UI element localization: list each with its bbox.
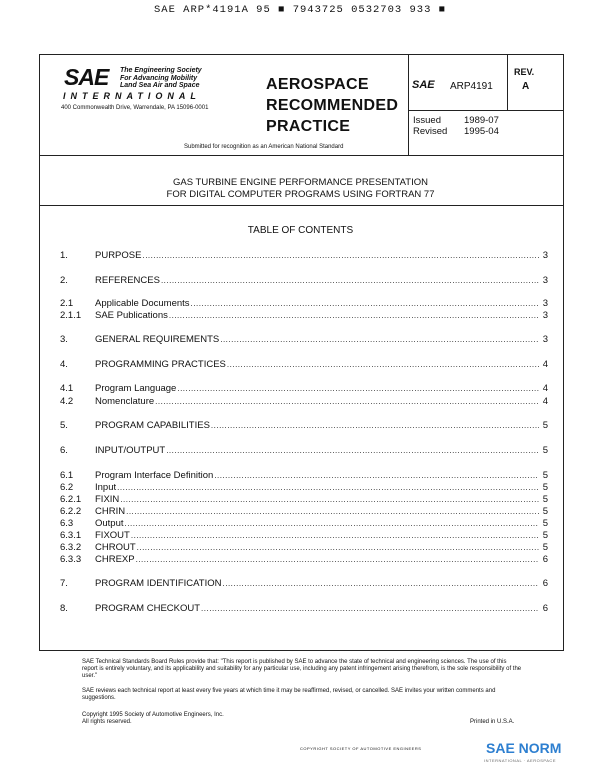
toc-leader [131, 530, 539, 542]
toc-entry [60, 542, 548, 554]
toc-entry [60, 445, 548, 457]
toc-text: PROGRAMMING PRACTICES [95, 359, 226, 370]
toc-entry [60, 396, 548, 408]
toc-text: SAE Publications [95, 310, 168, 321]
toc-entry [60, 470, 548, 482]
toc-leader [125, 518, 539, 530]
toc-leader [136, 554, 539, 566]
toc-leader [201, 603, 539, 615]
toc-page: 5 [542, 445, 548, 456]
toc-leader [126, 506, 539, 518]
toc-entry [60, 482, 548, 494]
rev-label: REV. [514, 67, 535, 77]
toc-leader [155, 396, 539, 408]
toc-leader [227, 359, 539, 371]
divider [507, 55, 508, 110]
document-code: SAE ARP*4191A 95 ■ 7943725 0532703 933 ■ [153, 4, 447, 16]
toc-leader [161, 275, 539, 287]
toc-text: REFERENCES [95, 275, 160, 286]
divider [408, 55, 409, 155]
toc-text: Program Language [95, 383, 177, 394]
toc-entry [60, 578, 548, 590]
toc-leader [120, 494, 539, 506]
toc-page: 3 [542, 310, 548, 321]
toc-text: FIXOUT [95, 530, 130, 541]
toc-leader [191, 298, 539, 310]
toc-leader [220, 334, 539, 346]
toc-page: 3 [542, 298, 548, 309]
toc-entry [60, 554, 548, 566]
doc-type-title: AEROSPACE RECOMMENDED PRACTICE [266, 76, 399, 135]
toc-text: INPUT/OUTPUT [95, 445, 166, 456]
toc-page: 3 [542, 334, 548, 345]
address: 400 Commonwealth Drive, Warrendale, PA 15096-0001 [61, 105, 209, 111]
toc-number: 6.2 [60, 482, 74, 493]
rev-value: A [522, 81, 530, 92]
footer-copyright: Copyright 1995 Society of Automotive Engineers, Inc. All rights reserved. [82, 712, 224, 725]
toc-text: Applicable Documents [95, 298, 190, 309]
toc-page: 4 [542, 396, 548, 407]
toc-entry [60, 298, 548, 310]
divider [40, 205, 563, 206]
toc-number: 6.3.3 [60, 554, 82, 565]
toc-number: 6.3 [60, 518, 74, 529]
toc-number: 5. [60, 420, 68, 431]
toc-page: 5 [542, 530, 548, 541]
toc-page: 5 [542, 482, 548, 493]
dates-values: 1989-07 1995-04 [464, 115, 499, 137]
toc-entry [60, 603, 548, 615]
sae-norm-watermark: SAE NORM [486, 740, 562, 756]
toc-text: CHROUT [95, 542, 136, 553]
toc-number: 8. [60, 603, 68, 614]
toc-text: GENERAL REQUIREMENTS [95, 334, 220, 345]
toc-page: 6 [542, 554, 548, 565]
toc-page: 6 [542, 603, 548, 614]
toc-number: 2.1 [60, 298, 74, 309]
watermark-sub: INTERNATIONAL · AEROSPACE [484, 758, 556, 763]
toc-number: 1. [60, 250, 68, 261]
toc-heading: TABLE OF CONTENTS [247, 225, 354, 236]
toc-number: 7. [60, 578, 68, 589]
toc-number: 3. [60, 334, 68, 345]
toc-text: PROGRAM IDENTIFICATION [95, 578, 222, 589]
toc-text: FIXIN [95, 494, 120, 505]
toc-number: 6.2.1 [60, 494, 82, 505]
toc-number: 2.1.1 [60, 310, 82, 321]
doc-number: ARP4191 [450, 81, 493, 92]
toc-text: PROGRAM CAPABILITIES [95, 420, 210, 431]
toc-text: Input [95, 482, 117, 493]
bottom-copyright: COPYRIGHT SOCIETY OF AUTOMOTIVE ENGINEERS [300, 746, 422, 751]
toc-number: 6.3.1 [60, 530, 82, 541]
toc-leader [223, 578, 540, 590]
toc-page: 6 [542, 578, 548, 589]
footer-review: SAE reviews each technical report at least every five years at which time it may be reaffirmed, revised, or cancelled. SAE invites your written comments and suggestions. [82, 688, 496, 701]
toc-leader [169, 310, 539, 322]
toc-leader [137, 542, 539, 554]
toc-entry [60, 250, 548, 262]
toc-leader [211, 420, 539, 432]
toc-text: CHREXP [95, 554, 135, 565]
toc-entry [60, 359, 548, 371]
toc-number: 4.1 [60, 383, 74, 394]
toc-number: 4.2 [60, 396, 74, 407]
toc-number: 6. [60, 445, 68, 456]
toc-number: 2. [60, 275, 68, 286]
toc-page: 5 [542, 470, 548, 481]
society-text: The Engineering Society For Advancing Mobility Land Sea Air and Space [120, 67, 202, 89]
toc-page: 5 [542, 518, 548, 529]
toc-entry [60, 275, 548, 287]
toc-entry [60, 530, 548, 542]
toc-text: PURPOSE [95, 250, 142, 261]
toc-text: Output [95, 518, 124, 529]
divider [408, 110, 563, 111]
toc-page: 4 [542, 359, 548, 370]
toc-leader [117, 482, 539, 494]
sae-small-logo: SAE [412, 79, 435, 91]
toc-leader [166, 445, 539, 457]
toc-page: 3 [542, 275, 548, 286]
toc-number: 6.3.2 [60, 542, 82, 553]
toc-number: 6.2.2 [60, 506, 82, 517]
submitted-note: Submitted for recognition as an American National Standard [184, 144, 344, 150]
toc-page: 5 [542, 542, 548, 553]
toc-entry [60, 518, 548, 530]
toc-leader [142, 250, 539, 262]
toc-text: Nomenclature [95, 396, 155, 407]
toc-leader [214, 470, 539, 482]
sae-logo: SAE [64, 64, 109, 90]
divider [40, 155, 563, 156]
toc-leader [177, 383, 539, 395]
toc-entry [60, 506, 548, 518]
printed-note: Printed in U.S.A. [470, 719, 515, 725]
toc-page: 5 [542, 494, 548, 505]
toc-entry [60, 494, 548, 506]
international-label: INTERNATIONAL [63, 91, 201, 101]
dates-labels: Issued Revised [413, 115, 448, 137]
toc-entry [60, 334, 548, 346]
toc-text: Program Interface Definition [95, 470, 214, 481]
toc-number: 4. [60, 359, 68, 370]
toc-entry [60, 420, 548, 432]
toc-entry [60, 383, 548, 395]
toc-page: 5 [542, 420, 548, 431]
toc-page: 5 [542, 506, 548, 517]
toc-entry [60, 310, 548, 322]
toc-text: PROGRAM CHECKOUT [95, 603, 201, 614]
subject-title: GAS TURBINE ENGINE PERFORMANCE PRESENTATION FOR DIGITAL COMPUTER PROGRAMS USING FORTRAN 77 [166, 177, 435, 200]
toc-text: CHRIN [95, 506, 126, 517]
toc-page: 4 [542, 383, 548, 394]
toc-number: 6.1 [60, 470, 74, 481]
toc-page: 3 [542, 250, 548, 261]
footer-rules: SAE Technical Standards Board Rules provide that: "This report is published by SAE to advance the state of technical and engineering sciences. The use of this report is entirely voluntary, and its applicability and suitability for any particular use, including any patent infringement arising therefrom, is the sole responsibility of the user." [82, 659, 522, 679]
